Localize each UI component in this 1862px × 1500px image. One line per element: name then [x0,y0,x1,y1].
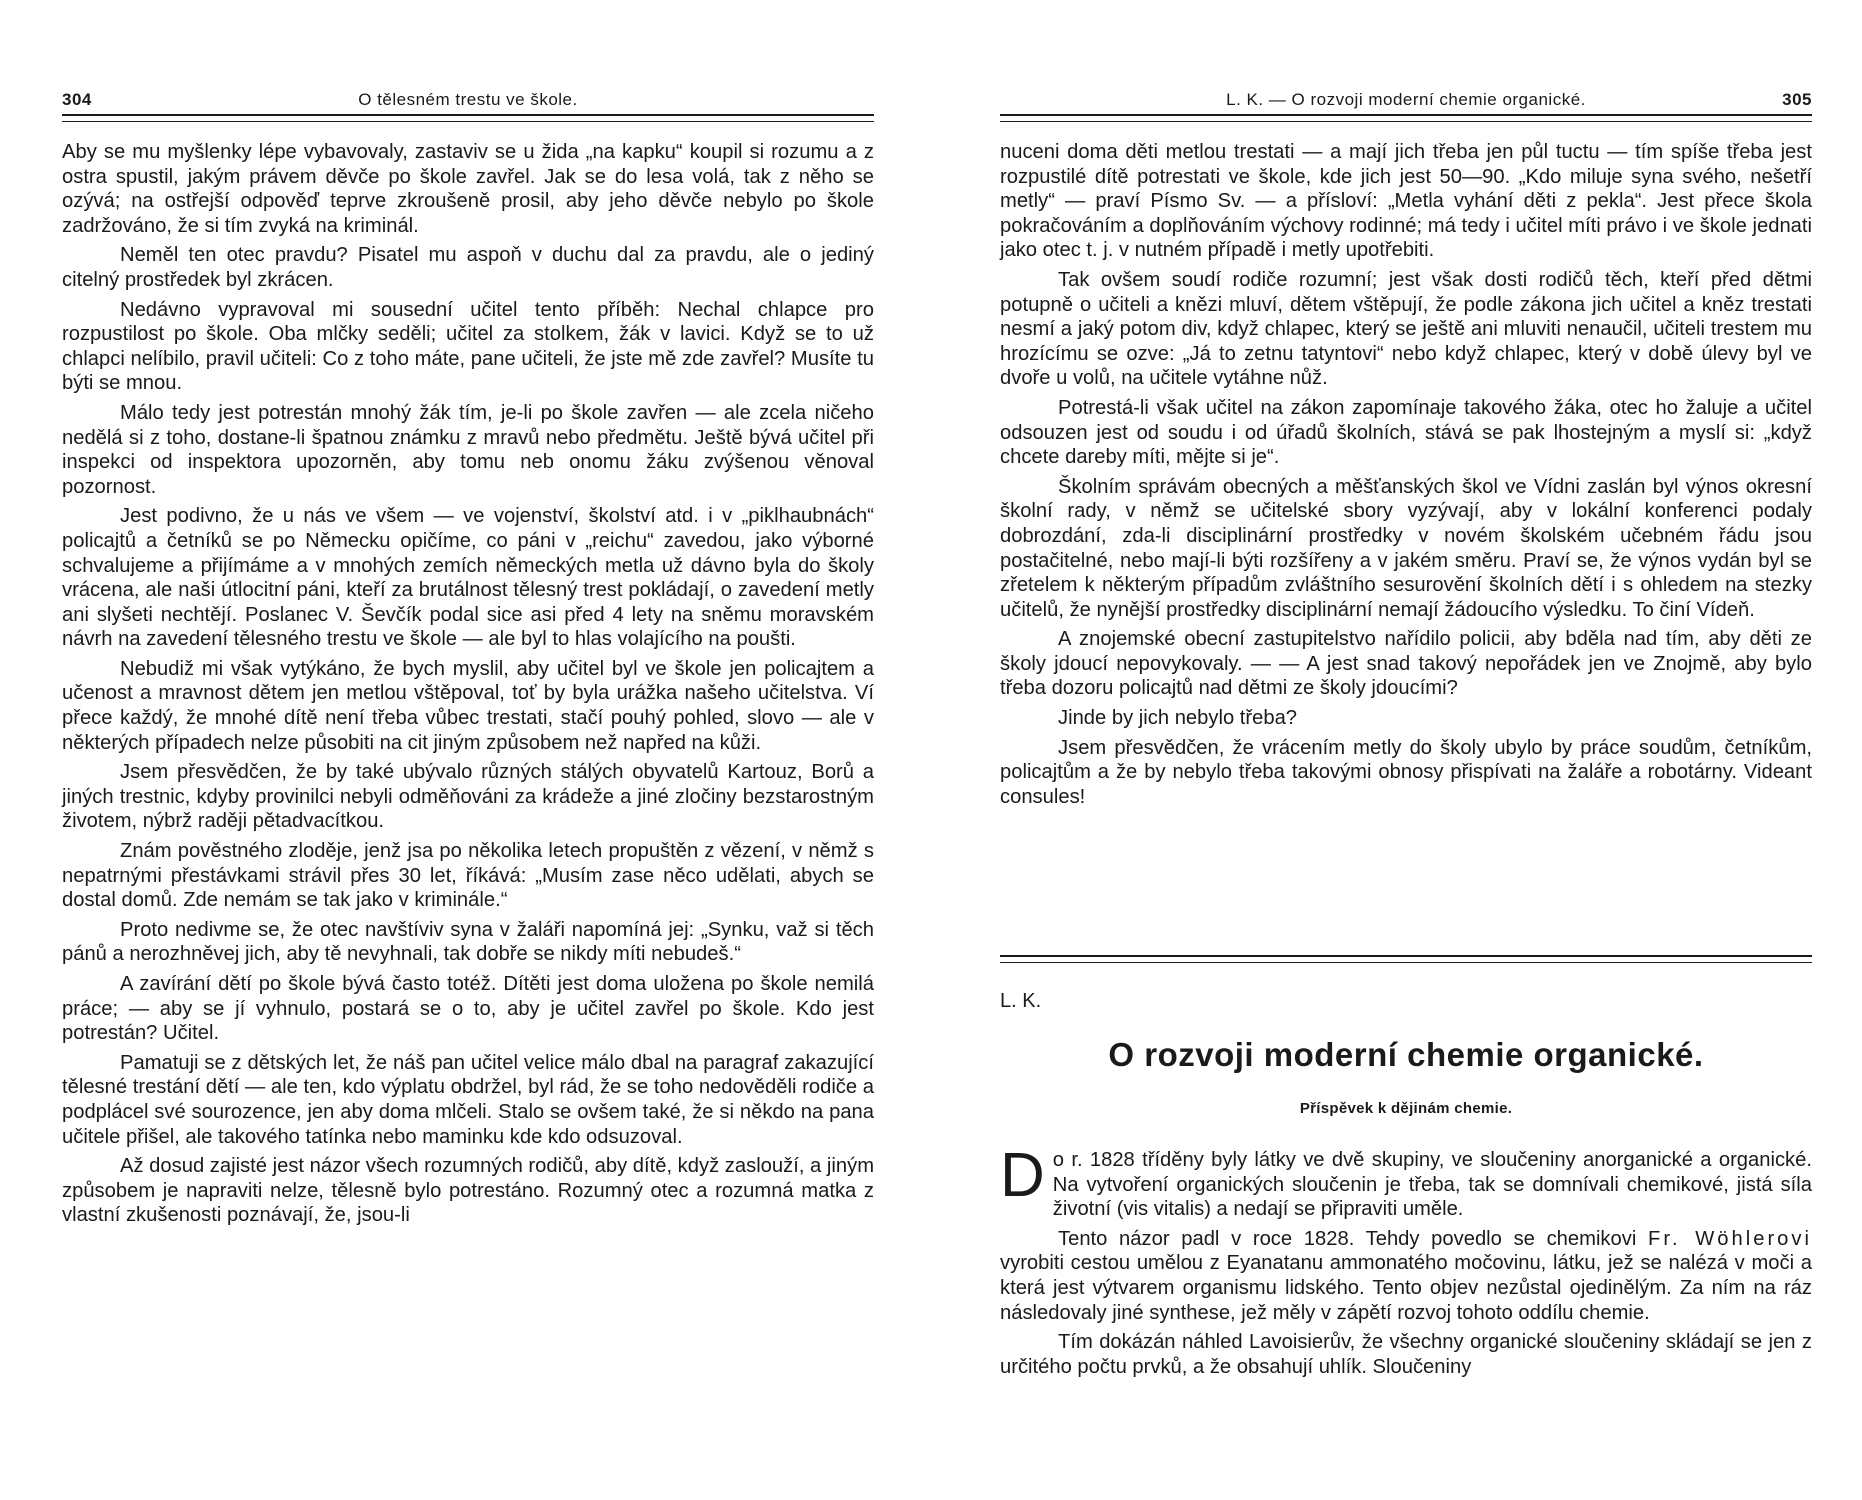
person-name: Fr. Wöhlerovi [1648,1227,1812,1250]
left-page [62,0,874,1500]
paragraph: Málo tedy jest potrestán mnohý žák tím, je-li po škole zavřen — ale zcela ničeho nedělá si z toho, dostane-li špatnou známku z mravů nebo předmětu. Ještě bývá učitel při inspekci od inspektora upozorněn, aby tomu neb onomu žáku zvýšenou věnoval pozornost. [62,401,874,498]
paragraph: Jest podivno, že u nás ve všem — ve vojenství, školství atd. i v „piklhaubnách“ policajtů a četníků se po Německu opičíme, co páni v „reichu“ zavedou, jako výborné schvalujeme a přijímáme a v mnohých zemích německých metla už dávno byla do školy vrácena, ale naši útlocitní páni, kteří za brutálnost tělesný trest pokládají, o zavedení metly ani slyšeti nechtějí. Poslanec V. Ševčík podal sice asi před 4 lety na sněmu moravském návrh na zavedení tělesného trestu ve škole — ale byl to hlas volajícího na poušti. [62,505,874,651]
paragraph: nuceni doma děti metlou trestati — a mají jich třeba jen půl tuctu — tím spíše třeba jest rozpustilé dítě potrestati ve škole, kde jich jest 50—90. „Kdo miluje syna svého, nešetří metly“ — praví Písmo Sv. — a přísloví: „Metla vyhání děti z pekla“. Jest přece škola pokračováním a doplňováním výchovy rodinné; má tedy i učitel míti právo i ve škole jednati jako otec t. j. v nutném případě i metly upotřebiti. [1000,141,1812,262]
running-title: O tělesném trestu ve škole. [358,90,578,109]
body-text [62,140,874,1233]
paragraph: Až dosud zajisté jest názor všech rozumných rodičů, aby dítě, když zaslouží, a jiným způsobem je napraviti nelze, tělesně bylo potrestáno. Rozumný otec a rozumná matka z vlastní zkušenosti poznávají, že, jsou-li [62,1155,875,1227]
paragraph [1000,1227,1812,1325]
header-rule [62,114,874,122]
paragraph-text: vyrobiti cestou umělou z Eyanatanu ammonatého močovinu, látku, jež se nalézá v moči a která jest výtvarem organismu lidského. Tento objev nezůstal ojedinělým. Za ním na ráz následovaly jiné synthese, jež měly v zápětí rozvoj tohoto oddílu chemie. [1000,1252,1812,1324]
paragraph [1000,1141,1812,1222]
page-number: 305 [1782,90,1812,109]
running-title: L. K. — O rozvoji moderní chemie organické. [1226,90,1586,109]
right-page [1000,0,1812,1500]
drop-cap: D [1000,1141,1045,1210]
paragraph: Neměl ten otec pravdu? Pisatel mu aspoň v duchu dal za pravdu, ale o jediný citelný prostředek byl zkrácen. [62,244,874,291]
paragraph-text: Tento názor padl v roce 1828. Tehdy povedlo se chemikovi [1058,1227,1649,1250]
paragraph: Tím dokázán náhled Lavoisierův, že všechny organické sloučeniny skládají se jen z určitého počtu prvků, a že obsahují uhlík. Sloučeniny [1000,1331,1812,1378]
article-title: O rozvoji moderní chemie organické. [1108,1036,1704,1073]
paragraph: Jinde by jich nebylo třeba? [1058,707,1298,730]
article-body [1000,1141,1812,1384]
section-separator [1000,955,1812,963]
paragraph: Pamatuji se z dětských let, že náš pan učitel velice málo dbal na paragraf zakazující tělesné trestání dětí — ale ten, kdo výplatu obdržel, byl rád, že se toho nedověděli rodiče a podplácel své sourozence, jen aby doma mlčeli. Stalo se ovšem také, že si někdo na pana učitele přišel, ale takového tatínka nebo maminku kde kdo odsuzoval. [62,1051,874,1148]
body-text [1000,140,1812,814]
paragraph: Aby se mu myšlenky lépe vybavovaly, zastaviv se u žida „na kapku“ koupil si rozumu a z ostra spustil, jakým právem děvče po škole zavřel. Jak se do lesa volá, tak z něho se ozývá; na ostřejší odpověď teprve zkroušeně prosil, aby jeho děvče nebylo po škole zadržováno, že si tím zvyká na kriminál. [62,141,874,237]
paragraph: Nebudiž mi však vytýkáno, že bych myslil, aby učitel byl ve škole jen policajtem a učenost a mravnost dětem jen metlou vštěpoval, toť by byla urážka našeho učitelstva. Ví přece každý, že mnohé dítě není třeba vůbec trestati, stačí pouhý pohled, slovo — ale v některých případech nelze působiti na cit jiným způsobem než napřed na kůži. [62,657,874,754]
paragraph: Školním správám obecných a měšťanských škol ve Vídni zaslán byl výnos okresní školní rady, v němž se učitelské sbory vyzývají, aby v lokální konferenci podaly dobrozdání, zda-li disciplinární prostředky v novém školském učebném řádu jsou postačitelné, nebo mají-li býti rozšířeny a v jakém směru. Praví se, že výnos vydán byl se zřetelem k některým případům zvláštního sesurovění školních dětí i s ohledem na stezky učitelů, že nynější prostředky disciplinární nemají žádoucího výsledku. To činí Vídeň. [1000,475,1812,621]
paragraph: A znojemské obecní zastupitelstvo nařídilo policii, aby bděla nad tím, aby děti ze školy jdoucí nepovykovaly. — — A jest snad takový nepořádek jen ve Znojmě, aby bylo třeba dozoru policajtů nad dětmi ze školy jdoucími? [1000,628,1812,700]
header-rule [1000,114,1812,122]
article-author: L. K. [1000,990,1042,1012]
paragraph: Tak ovšem soudí rodiče rozumní; jest však dosti rodičů těch, kteří před dětmi potupně o učiteli a knězi mluví, dětem vštěpují, že podle zákona jich učitel a kněz trestati nesmí a jaký potom div, když chlapec, který se ještě ani mluviti nenaučil, učiteli trestem mu hrozícímu se ozve: „Já to zetnu tatyntovi“ nebo když chlapec, který v době úlevy byl ve dvoře u volů, na učitele vytáhne nůž. [1000,268,1812,390]
paragraph: Jsem přesvědčen, že by také ubývalo různých stálých obyvatelů Kartouz, Borů a jiných trestnic, kdyby provinilci nebyli odměňováni za krádeže a jiné zločiny bezstarostným životem, nýbrž raději pětadvacítkou. [62,761,874,833]
paragraph: Nedávno vypravoval mi sousední učitel tento příběh: Nechal chlapce pro rozpustilost po škole. Oba mlčky seděli; učitel za stolkem, žák v lavici. Když se to už chlapci nelíbilo, pravil učiteli: Co z toho máte, pane učiteli, že jste mě zde zavřel? Musíte tu býti se mnou. [62,298,874,395]
paragraph: Potrestá-li však učitel na zákon zapomínaje takového žáka, otec ho žaluje a učitel odsouzen jest od soudu i od úřadů školních, stává se pak lhostejným a myslí si: „když chcete dareby míti, mějte si je“. [1000,396,1812,469]
paragraph: A zavírání dětí po škole bývá často totéž. Dítěti jest doma uložena po škole nemilá práce; — aby se jí vyhnulo, postará se o to, aby je učitel zavřel po škole. Kdo jest potrestán? Učitel. [62,973,874,1045]
paragraph: Znám pověstného zloděje, jenž jsa po několika letech propuštěn z vězení, v němž s nepatrnými přestávkami strávil přes 30 let, říkává: „Musím zase něco udělati, abych se dostal domů. Zde nemám se tak jako v kriminále.“ [62,840,874,912]
paragraph-text: o r. 1828 tříděny byly látky ve dvě skupiny, ve sloučeniny anorganické a organické. Na vytvoření organických sloučenin je třeba, tak se domnívali chemikové, jistá síla životní (vis vitalis) a nedají se připraviti uměle. [1052,1149,1812,1221]
page-number: 304 [62,90,92,109]
paragraph: Jsem přesvědčen, že vrácením metly do školy ubylo by práce soudům, četníkům, policajtům a že by nebylo třeba takovými obnosy přispívati na žaláře a robotárny. Videant consules! [1000,736,1812,808]
article-subtitle: Příspěvek k dějinám chemie. [1299,1100,1513,1117]
paragraph: Proto nedivme se, že otec navštíviv syna v žaláři napomíná jej: „Synku, važ si těch pánů a nerozhněvej jich, aby tě nevyhnali, tak dobře se nikdy míti nebudeš.“ [62,918,874,966]
